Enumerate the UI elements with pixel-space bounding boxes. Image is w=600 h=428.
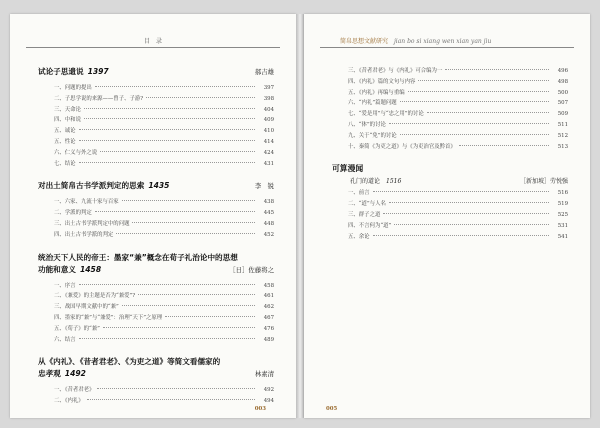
toc-entry-page: 452 <box>263 231 274 238</box>
article-page: 1435 <box>148 181 170 191</box>
leader-dots <box>373 235 549 236</box>
leader-dots <box>84 108 255 109</box>
toc-entry-page: 398 <box>263 95 274 102</box>
right-page <box>304 14 590 418</box>
toc-entry-page: 458 <box>263 282 274 289</box>
running-title: 简帛思想文献研究 <box>340 38 389 45</box>
toc-entry-label: 一、六家、九流十家与百家 <box>54 199 119 206</box>
leader-dots <box>459 145 549 146</box>
article-title-line: 对出土简帛古书学派判定的思索 <box>38 181 145 191</box>
toc-entry-label: 二、子思学说的来源——曾子、子游? <box>54 95 144 102</box>
article-page: 1516 <box>386 178 402 186</box>
toc-entry[interactable] <box>38 208 274 219</box>
toc-entry-label: 七、结论 <box>54 160 76 167</box>
article-title[interactable] <box>38 356 274 368</box>
leader-dots <box>97 388 255 389</box>
toc-entry[interactable] <box>332 66 568 77</box>
leader-dots <box>79 338 255 339</box>
toc-entry-label: 三、《昔者君老》与《内礼》可合编为一 <box>348 68 443 74</box>
spacer <box>38 241 274 252</box>
article-title-text <box>38 368 86 380</box>
toc-entry[interactable] <box>332 120 568 131</box>
article-page: 1397 <box>87 67 109 76</box>
toc-entry-page: 516 <box>557 190 568 197</box>
toc-entry[interactable] <box>332 88 568 99</box>
toc-entry[interactable] <box>332 232 568 243</box>
toc-entry-label: 六、仁义与外之说 <box>54 149 98 156</box>
running-title-pinyin: jian bo si xiang wen xian yan jiu <box>393 38 492 45</box>
article-author: ［新加坡］劳悦强 <box>519 178 568 186</box>
toc-entry-page: 496 <box>557 68 568 74</box>
toc-entry-page: 445 <box>263 210 274 217</box>
toc-entry-page: 424 <box>263 149 274 156</box>
toc-entry-label: 一、序言 <box>54 282 76 289</box>
toc-entry-label: 十、秦简《为吏之道》与《为吏治官及黔首》 <box>348 143 456 150</box>
toc-entry-page: 498 <box>557 78 568 85</box>
section-title: 可算漫闻 <box>332 164 364 174</box>
toc-entry-label: 四、墨家的“兼”与“兼爱”：治理“天下”之原理 <box>54 314 163 321</box>
article-title-line: 统治天下人民的帝王：墨家“兼”概念在荀子礼治论中的思想 <box>38 252 238 262</box>
toc-entry-page: 409 <box>263 117 274 124</box>
leader-dots <box>445 69 549 70</box>
article-title-line: 忠孝观 <box>38 369 61 379</box>
toc-entry-page: 467 <box>263 314 274 321</box>
article-byline[interactable] <box>332 175 568 188</box>
article-title-line: 从《内礼》、《昔者君老》、《为吏之道》等简文看儒家的 <box>38 357 221 367</box>
toc-entry[interactable] <box>38 230 274 241</box>
toc-entry[interactable] <box>332 98 568 109</box>
toc-entry-label: 五、性论 <box>54 138 76 145</box>
toc-entry-label: 二、学派的判定 <box>54 210 92 217</box>
toc-entry[interactable] <box>38 302 274 313</box>
book-spine <box>296 14 304 418</box>
leader-dots <box>87 399 255 400</box>
toc-entry[interactable] <box>38 313 274 324</box>
leader-dots <box>116 233 255 234</box>
leader-dots <box>418 80 549 81</box>
leader-dots <box>122 305 255 306</box>
leader-dots <box>79 129 255 130</box>
toc-entry[interactable] <box>38 148 274 159</box>
toc-entry[interactable] <box>332 188 568 199</box>
toc-entry-label: 四、不言何为“道” <box>348 222 392 229</box>
toc-entry-page: 512 <box>557 132 568 139</box>
toc-entry-page: 513 <box>557 143 568 150</box>
leader-dots <box>122 200 255 201</box>
leader-dots <box>165 316 255 317</box>
toc-entry-page: 410 <box>263 128 274 135</box>
spacer <box>38 169 274 180</box>
article-title[interactable] <box>38 252 274 264</box>
toc-entry-label: 五、《荀子》的“兼” <box>54 325 100 332</box>
leader-dots <box>79 140 255 141</box>
toc-entry[interactable] <box>332 142 568 153</box>
toc-entry[interactable] <box>38 281 274 292</box>
article-title[interactable] <box>38 180 274 192</box>
left-toc <box>38 66 274 407</box>
toc-entry[interactable] <box>38 324 274 335</box>
leader-dots <box>103 327 255 328</box>
toc-entry[interactable] <box>38 291 274 302</box>
leader-dots <box>389 202 549 203</box>
spacer <box>38 345 274 356</box>
toc-entry[interactable] <box>332 77 568 88</box>
article-title-text <box>350 175 401 188</box>
leader-dots <box>95 86 255 87</box>
leader-dots <box>389 123 549 124</box>
toc-entry-label: 九、关于“免”的讨论 <box>348 132 397 139</box>
toc-entry[interactable] <box>38 105 274 116</box>
toc-entry-label: 五、《内礼》再编与重编 <box>348 89 405 96</box>
toc-entry-page: 500 <box>557 89 568 96</box>
header-rule <box>320 47 574 48</box>
article-author: 郝吉雄 <box>254 68 274 76</box>
article-title[interactable] <box>38 368 274 380</box>
toc-entry[interactable] <box>332 109 568 120</box>
right-toc <box>332 66 568 242</box>
article-title-text <box>38 180 169 192</box>
toc-entry-page: 489 <box>263 336 274 343</box>
leader-dots <box>400 134 549 135</box>
article-author: 李 锐 <box>254 182 274 191</box>
leader-dots <box>100 151 255 152</box>
toc-entry-page: 438 <box>263 199 274 206</box>
toc-entry-label: 四、《内礼》篇的文句与内容 <box>348 78 416 85</box>
toc-entry-page: 511 <box>557 121 568 128</box>
toc-entry-page: 397 <box>263 85 274 91</box>
toc-entry-label: 四、出土古书学派的判定 <box>54 231 114 238</box>
toc-entry[interactable] <box>38 385 274 396</box>
toc-entry[interactable] <box>332 199 568 210</box>
toc-entry-label: 二、《兼爱》的主题是否为“兼爱”? <box>54 293 136 300</box>
toc-entry-label: 五、余论 <box>348 233 370 240</box>
toc-entry-page: 414 <box>263 138 274 145</box>
toc-entry-label: 七、“爱是用”与“忠之用”的讨论 <box>348 111 424 118</box>
spacer <box>332 152 568 163</box>
toc-entry[interactable] <box>38 335 274 346</box>
toc-entry-label: 六、“内礼”篇题问题 <box>348 100 397 107</box>
article-title[interactable] <box>38 66 274 78</box>
toc-entry[interactable] <box>38 115 274 126</box>
toc-entry[interactable] <box>38 137 274 148</box>
leader-dots <box>394 224 549 225</box>
toc-entry-page: 431 <box>263 160 274 167</box>
leader-dots <box>427 112 549 113</box>
toc-entry[interactable] <box>332 131 568 142</box>
article-page: 1458 <box>79 264 102 274</box>
toc-entry-label: 六、结言 <box>54 336 76 343</box>
leader-dots <box>138 294 255 295</box>
article-author: 林素清 <box>254 370 274 379</box>
article-author: ［日］佐藤将之 <box>229 265 274 274</box>
article-page: 1492 <box>64 369 86 379</box>
toc-entry-page: 525 <box>557 211 568 218</box>
toc-entry-label: 八、“体”的讨论 <box>348 121 386 128</box>
toc-entry-label: 三、群子之道 <box>348 211 381 218</box>
article-title-text <box>38 264 101 276</box>
toc-entry-label: 五、诚论 <box>54 128 76 135</box>
left-page <box>10 14 296 418</box>
toc-entry-label: 一、前言 <box>348 190 370 197</box>
toc-entry-page: 404 <box>263 106 274 113</box>
toc-entry-page: 531 <box>557 222 568 229</box>
toc-entry[interactable] <box>38 94 274 105</box>
article-title-line: 孔门的道论 <box>350 178 381 186</box>
header-rule <box>26 47 280 48</box>
toc-entry-label: 二、《内礼》 <box>54 398 84 405</box>
leader-dots <box>373 191 549 192</box>
toc-entry-label: 二、“道”与人名 <box>348 201 386 208</box>
article-title[interactable] <box>38 264 274 276</box>
toc-entry[interactable] <box>38 159 274 170</box>
leader-dots <box>132 222 255 223</box>
toc-entry-label: 一、问题的提出 <box>54 85 92 91</box>
toc-entry[interactable] <box>38 396 274 407</box>
toc-entry-page: 519 <box>557 201 568 208</box>
toc-entry-label: 三、出土古书学派判定中的问题 <box>54 220 130 227</box>
toc-entry-label: 四、中和说 <box>54 117 81 124</box>
leader-dots <box>79 162 255 163</box>
toc-entry[interactable] <box>38 219 274 230</box>
toc-entry-label: 三、战国早期文献中的“兼” <box>54 304 119 311</box>
article-title-line: 试论子思遗说 <box>38 67 84 76</box>
toc-entry-page: 462 <box>263 304 274 311</box>
toc-entry-page: 461 <box>263 293 274 300</box>
toc-entry-page: 494 <box>263 398 274 405</box>
article-title-text <box>38 356 220 368</box>
toc-entry[interactable] <box>332 210 568 221</box>
leader-dots <box>383 213 549 214</box>
article-title-line: 功能和意义 <box>38 264 76 274</box>
toc-entry-page: 507 <box>557 100 568 107</box>
article-title-text <box>38 66 109 78</box>
toc-entry-page: 509 <box>557 111 568 118</box>
toc-entry-page: 492 <box>263 387 274 394</box>
leader-dots <box>95 211 255 212</box>
left-page-header: 目 录 <box>143 38 162 45</box>
toc-entry-label: 一、《昔者君老》 <box>54 387 95 394</box>
leader-dots <box>400 101 549 102</box>
article-title-text <box>38 252 238 264</box>
right-page-header <box>320 36 574 45</box>
toc-entry-label: 三、天命论 <box>54 106 81 113</box>
toc-entry[interactable] <box>38 126 274 137</box>
left-folio: 003 <box>254 406 266 412</box>
toc-entry[interactable] <box>332 221 568 232</box>
leader-dots <box>84 118 255 119</box>
toc-entry-page: 541 <box>557 233 568 240</box>
toc-entry-page: 476 <box>263 325 274 332</box>
toc-entry-page: 448 <box>263 220 274 227</box>
leader-dots <box>408 91 549 92</box>
leader-dots <box>79 284 255 285</box>
toc-entry[interactable] <box>38 83 274 94</box>
right-folio: 005 <box>326 406 338 412</box>
toc-entry[interactable] <box>38 197 274 208</box>
leader-dots <box>146 97 255 98</box>
